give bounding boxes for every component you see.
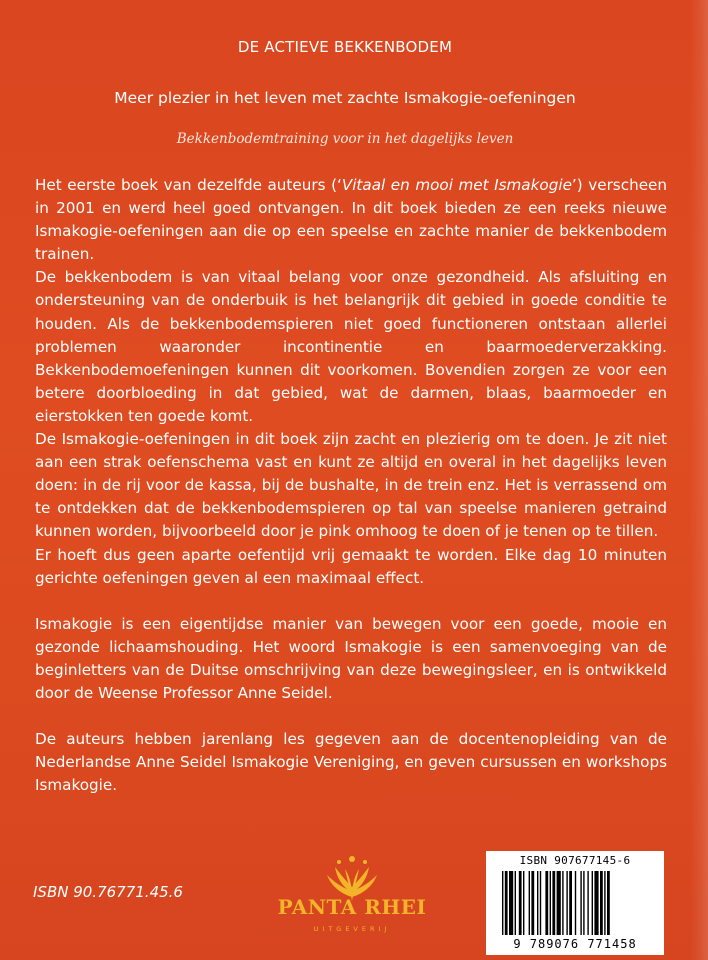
barcode-bar — [545, 871, 548, 935]
barcode-bar — [515, 871, 516, 935]
barcode-bar — [519, 871, 522, 935]
blurb-body — [35, 174, 667, 797]
book-tagline: Bekkenbodemtraining voor in het dagelijks leven — [176, 131, 514, 147]
barcode-bar — [607, 871, 610, 935]
barcode-bar — [594, 871, 598, 935]
paragraph-2: De bekkenbodem is van vitaal belang voor onze gezondheid. Als afsluiting en ondersteuning van de onderbuik is het belangrijk dit gebied in goede conditie te houden. Als de bekkenbodemspieren niet goed functioneren ontstaan allerlei problemen waaronder incontinentie en baarmoederverzakking. Bekkenbodemoefeningen kunnen dit voorkomen. Bovendien zorgen ze voor een betere doorbloeding in dat gebied, wat de darmen, blaas, baarmoeder en eierstokken ten goede komt. — [35, 268, 667, 425]
barcode-bar — [557, 871, 561, 935]
previous-book-title: Vitaal en mooi met Ismakogie — [341, 176, 572, 194]
barcode-bar — [537, 871, 538, 935]
barcode-bar — [569, 871, 572, 935]
barcode-bar — [552, 871, 555, 935]
barcode-bar — [575, 871, 576, 935]
barcode-bar — [523, 871, 524, 935]
barcode-label — [486, 851, 664, 955]
publisher-name: PANTA RHEI — [277, 895, 427, 919]
publisher-subtitle: UITGEVERIJ — [313, 925, 391, 933]
barcode-bar — [540, 871, 541, 935]
barcode-bar — [509, 871, 513, 935]
barcode-bar — [529, 871, 530, 935]
isbn-text: ISBN 90.76771.45.6 — [33, 883, 183, 901]
barcode-bar — [502, 871, 503, 935]
barcode-bar — [587, 871, 588, 935]
barcode-bar — [531, 871, 534, 935]
barcode-bar — [600, 871, 603, 935]
barcode-bar — [604, 871, 605, 935]
paragraph-1-intro: Het eerste boek van dezelfde auteurs (‘ — [35, 176, 342, 194]
barcode-bar — [592, 871, 593, 935]
paragraph-1-rest: ’) verscheen in 2001 en werd heel goed ontvangen. In dit boek bieden ze een reeks nieuwe Ismakogie-oefeningen aan die op een speelse en zachte manier de bekkenbodem trainen. — [35, 176, 668, 264]
barcode-bar — [550, 871, 551, 935]
paragraph-3: De Ismakogie-oefeningen in dit boek zijn zacht en plezierig om te doen. Je zit niet aan een strak oefenschema vast en kunt ze altijd en overal in het dagelijks leven doen: in de rij voor de kassa, bij de bushalte, in de trein enz. Het is verrassend om te ontdekken dat de bekkenbodemspieren op tal van speelse manieren getraind kunnen worden, bijvoorbeeld door je pink omhoog te doen of je tenen op te tillen. — [35, 430, 667, 541]
barcode-isbn: ISBN 907677145-6 — [519, 854, 631, 867]
paragraph-4: Er hoeft dus geen aparte oefentijd vrij gemaakt te worden. Elke dag 10 minuten gerichte oefeningen geven al een maximaal effect. — [35, 545, 667, 587]
paragraph-1 — [35, 174, 667, 266]
page-edge-strip — [690, 0, 708, 960]
barcode-bar — [580, 871, 581, 935]
publisher-logo — [277, 853, 427, 953]
book-series-title: DE ACTIEVE BEKKENBODEM — [237, 38, 453, 56]
barcode-bar — [566, 871, 567, 935]
book-subtitle: Meer plezier in het leven met zachte Ismakogie-oefeningen — [114, 89, 576, 107]
barcode-bar — [583, 871, 584, 935]
barcode-bar — [562, 871, 563, 935]
barcode-bar — [505, 871, 508, 935]
paragraph-6: De auteurs hebben jarenlang les gegeven aan de docentenopleiding van de Nederlandse Anne Seidel Ismakogie Vereniging, en geven cursussen en workshops Ismakogie. — [35, 730, 667, 795]
paragraph-5: Ismakogie is een eigentijdse manier van bewegen voor een goede, mooie en gezonde lichaamshouding. Het woord Ismakogie is een samenvoeging van de beginletters van de Duitse omschrijving van deze bewegingsleer, en is ontwikkeld door de Weense Professor Anne Seidel. — [35, 614, 667, 702]
barcode-number: 9 789076 771458 — [513, 937, 637, 951]
